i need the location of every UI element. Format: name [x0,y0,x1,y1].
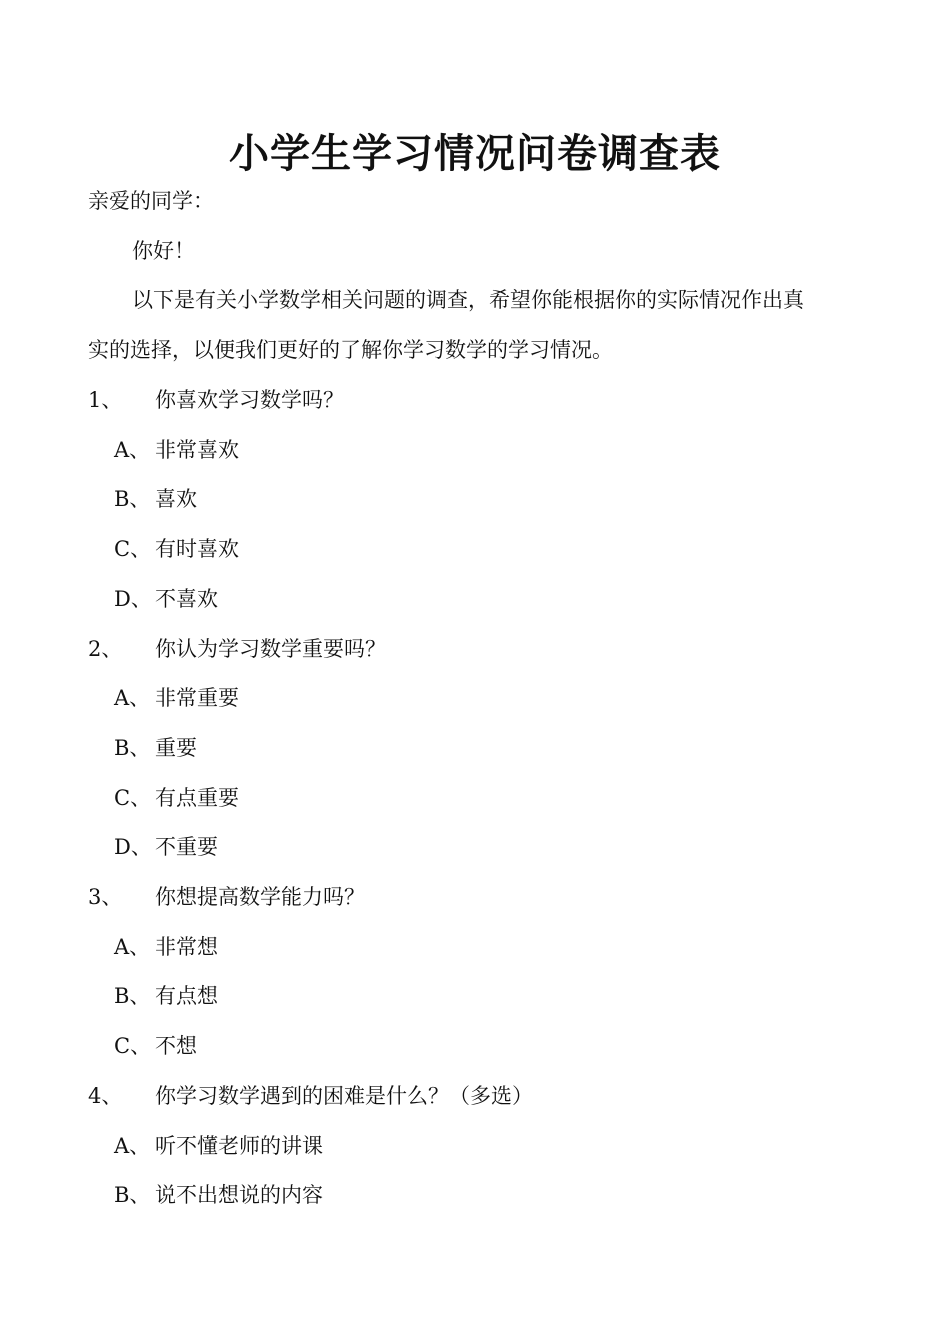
option-text: 不喜欢 [155,587,218,611]
page-title: 小学生学习情况问卷调查表 [229,130,721,177]
question-number: 2、 [88,637,123,661]
option-letter: B、 [114,487,151,511]
option-letter: D、 [114,587,152,611]
option-letter: C、 [114,786,152,810]
question-text: 你喜欢学习数学吗？ [155,388,344,412]
option-letter: A、 [114,935,151,959]
option-letter: C、 [114,537,152,561]
option-text: 有时喜欢 [155,537,239,561]
option-letter: A、 [114,686,151,710]
option-text: 重要 [155,736,197,760]
option-text: 非常重要 [155,686,239,710]
question-text: 你想提高数学能力吗？ [155,885,365,909]
option-text: 不想 [155,1034,197,1058]
option-text: 有点想 [155,984,218,1008]
option-letter: B、 [114,736,151,760]
question-number: 3、 [88,885,123,909]
option-letter: A、 [114,1134,151,1158]
hello-text: 你好！ [132,239,195,263]
question-text: 你认为学习数学重要吗？ [155,637,386,661]
option-letter: A、 [114,438,151,462]
option-letter: B、 [114,984,151,1008]
question-text: 你学习数学遇到的困难是什么？（多选） [155,1084,533,1108]
question-number: 4、 [88,1084,123,1108]
question-number: 1、 [88,388,123,412]
option-text: 不重要 [155,835,218,859]
option-text: 喜欢 [155,487,197,511]
option-letter: D、 [114,835,152,859]
option-text: 听不懂老师的讲课 [155,1134,323,1158]
option-letter: B、 [114,1183,151,1207]
option-text: 说不出想说的内容 [155,1183,323,1207]
intro-paragraph-line-1: 以下是有关小学数学相关问题的调查，希望你能根据你的实际情况作出真 [132,288,804,312]
greeting-text: 亲爱的同学： [88,189,214,213]
intro-paragraph-line-2: 实的选择，以便我们更好的了解你学习数学的学习情况。 [88,338,613,362]
option-letter: C、 [114,1034,152,1058]
option-text: 有点重要 [155,786,239,810]
option-text: 非常喜欢 [155,438,239,462]
option-text: 非常想 [155,935,218,959]
